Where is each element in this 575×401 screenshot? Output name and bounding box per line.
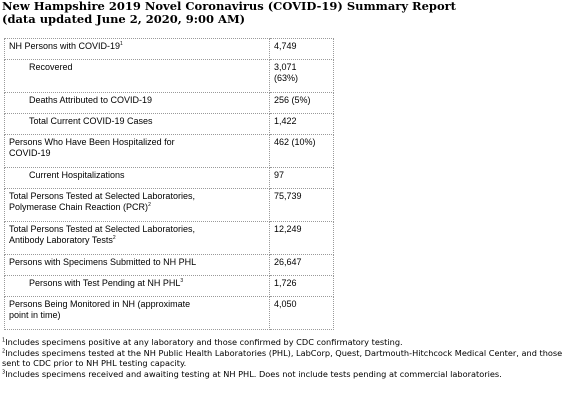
report-title-line2: (data updated June 2, 2020, 9:00 AM) [2, 12, 246, 26]
table-row [5, 39, 334, 60]
table-row [5, 276, 334, 297]
row-label-tested-antibody: Total Persons Tested at Selected Laboratories, Antibody Laboratory Tests$^2$ [5, 222, 270, 255]
footnote-3: $^3$Includes specimens received and awaiting testing at NH PHL. Does not include tests pending at commercial laboratories. [2, 368, 502, 379]
row-value-tested-pcr: 75,739 [270, 189, 334, 222]
table-row [5, 60, 334, 93]
row-value-pending-phl: 1,726 [270, 276, 334, 297]
table-row [5, 135, 334, 168]
row-value-hospitalized: 462 (10%) [270, 135, 334, 168]
footnote-marker: 2 [112, 235, 116, 241]
row-value-current-cases: 1,422 [270, 114, 334, 135]
row-value-submitted-phl: 26,647 [270, 255, 334, 276]
table-row [5, 297, 334, 330]
row-label-deaths: Deaths Attributed to COVID-19 [5, 93, 270, 114]
table-row [5, 93, 334, 114]
row-label-recovered: Recovered [5, 60, 270, 93]
table-row [5, 114, 334, 135]
row-value-current-hospitalizations: 97 [270, 168, 334, 189]
footnote-marker: 3 [180, 278, 184, 284]
footnotes [2, 337, 572, 379]
footnote-marker: 1 [120, 41, 123, 47]
report-title [2, 0, 572, 26]
table-row [5, 168, 334, 189]
row-value-monitored: 4,050 [270, 297, 334, 330]
row-label-tested-pcr: Total Persons Tested at Selected Laboratories, Polymerase Chain Reaction (PCR)$^2$ [5, 189, 270, 222]
table-row [5, 255, 334, 276]
row-value-tested-antibody: 12,249 [270, 222, 334, 255]
row-label-hospitalized: Persons Who Have Been Hospitalized for COVID-19 [5, 135, 270, 168]
row-value-deaths: 256 (5%) [270, 93, 334, 114]
summary-table [4, 38, 334, 330]
footnote-marker: 2 [148, 202, 151, 208]
row-value-recovered: 3,071 (63%) [270, 60, 334, 93]
table-row [5, 222, 334, 255]
row-label-pending-phl: Persons with Test Pending at NH PHL$^3$ [5, 276, 270, 297]
footnote-2: $^2$Includes specimens tested at the NH Public Health Laboratories (PHL), LabCorp, Quest, Dartmouth-Hitchcock Medical Center, and those sent to CDC prior to NH PHL testing capacity. [2, 347, 563, 368]
row-label-monitored: Persons Being Monitored in NH (approximate point in time) [5, 297, 270, 330]
row-value-cases: 4,749 [270, 39, 334, 60]
row-label-current-cases: Total Current COVID-19 Cases [5, 114, 270, 135]
footnote-1: $^1$Includes specimens positive at any laboratory and those confirmed by CDC confirmatory testing. [2, 337, 403, 347]
row-label-current-hospitalizations: Current Hospitalizations [5, 168, 270, 189]
row-label-submitted-phl: Persons with Specimens Submitted to NH PHL [5, 255, 270, 276]
table-row [5, 189, 334, 222]
report-title-line1: New Hampshire 2019 Novel Coronavirus (COVID-19) Summary Report [2, 0, 456, 13]
row-label-cases: NH Persons with COVID-$19^1$ [5, 39, 270, 60]
